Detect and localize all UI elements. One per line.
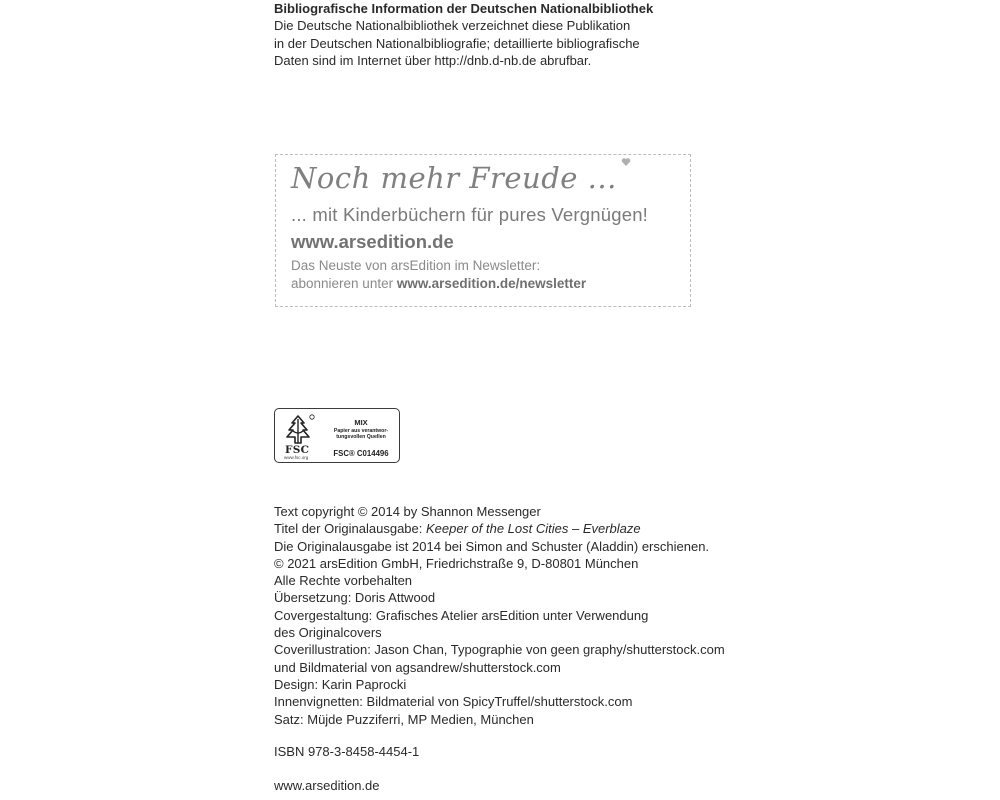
cover-design-line: Covergestaltung: Grafisches Atelier arsEdition unter Verwendung: [274, 607, 649, 623]
isbn: ISBN 978-3-8458-4454-1: [274, 744, 420, 759]
newsletter-intro: Das Neuste von arsEdition im Newsletter:: [291, 258, 541, 273]
design-line: Design: Karin Paprocki: [274, 676, 407, 692]
fsc-url: www.fsc.org: [284, 455, 309, 460]
copyright-line: Text copyright © 2014 by Shannon Messenger: [274, 504, 541, 519]
credits-block: [274, 503, 754, 728]
promo-script-title: Noch mehr Freude ...: [291, 161, 617, 195]
fsc-code: FSC® C014496: [333, 449, 389, 458]
fsc-label: [274, 408, 400, 463]
rights-line: Alle Rechte vorbehalten: [274, 573, 413, 589]
newsletter-prefix: abonnieren unter: [291, 276, 394, 291]
bibliographic-line: Die Deutsche Nationalbibliothek verzeichnet diese Publikation: [274, 18, 631, 34]
typesetting-line: Satz: Müjde Puzziferri, MP Medien, München: [274, 711, 534, 727]
promo-tagline: ... mit Kinderbüchern für pures Vergnügen!: [291, 204, 649, 225]
bibliographic-line: in der Deutschen Nationalbibliografie; detaillierte bibliografische: [274, 35, 640, 51]
bibliographic-info: [274, 0, 734, 69]
newsletter-subscribe: [291, 276, 586, 291]
cover-illustration-line: Coverillustration: Jason Chan, Typographie von geen graphy/shutterstock.com: [274, 642, 725, 658]
promo-box: [275, 154, 691, 307]
translation-line: Übersetzung: Doris Attwood: [274, 590, 436, 606]
bibliographic-line: Daten sind im Internet über http://dnb.d-nb.de abrufbar.: [274, 52, 592, 68]
newsletter-link[interactable]: www.arsedition.de/newsletter: [396, 276, 587, 291]
cover-design-line: des Originalcovers: [274, 625, 382, 641]
publisher-line: © 2021 arsEdition GmbH, Friedrichstraße 9, D-80801 München: [274, 555, 639, 571]
original-title: Keeper of the Lost Cities – Everblaze: [426, 521, 641, 537]
cover-illustration-line: und Bildmaterial von agsandrew/shutterstock.com: [274, 659, 561, 675]
heart-icon: [621, 157, 631, 167]
original-edition-line: Die Originalausgabe ist 2014 bei Simon and Schuster (Aladdin) erschienen.: [274, 538, 710, 554]
footer-website-link[interactable]: www.arsedition.de: [274, 778, 380, 793]
original-title-line: Titel der Originalausgabe: Keeper of the Lost Cities – Everblaze: [274, 521, 641, 537]
vignettes-line: Innenvignetten: Bildmaterial von SpicyTruffel/shutterstock.com: [274, 694, 633, 710]
fsc-mix: MIX: [354, 418, 368, 427]
fsc-description-line: tungsvollen Quellen: [336, 434, 386, 441]
promo-website-link[interactable]: www.arsedition.de: [291, 231, 454, 252]
fsc-tree-icon: [281, 413, 317, 447]
bibliographic-heading: Bibliografische Information der Deutschen Nationalbibliothek: [274, 1, 654, 16]
fsc-description-line: Papier aus verantwor-: [333, 428, 389, 434]
fsc-description: [323, 428, 399, 441]
fsc-brand: FSC: [285, 444, 310, 456]
